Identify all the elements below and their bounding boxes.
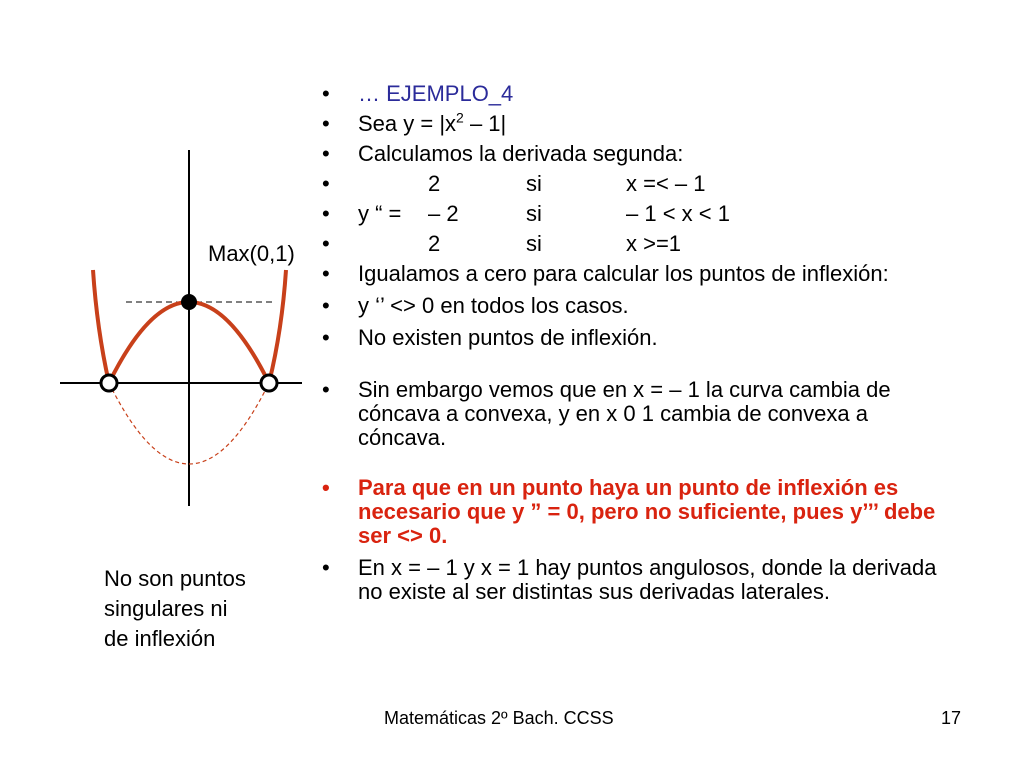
piecewise-row (322, 172, 962, 196)
function-definition-text: Sea y = |x (358, 111, 457, 136)
second-derivative-intro (322, 142, 962, 166)
bullet-text: Sin embargo vemos que en x = – 1 la curva cambia de cóncava a convexa, y en x 0 1 cambia de convexa a cóncava. (358, 377, 891, 450)
max-point-label: Max(0,1) (208, 241, 295, 266)
row-si: si (526, 201, 542, 226)
bullet-item-highlight (322, 476, 962, 548)
side-note-line: No son puntos (104, 566, 246, 591)
bullet-item (322, 378, 962, 450)
piecewise-row (322, 232, 962, 256)
footer-text: Matemáticas 2º Bach. CCSS (384, 708, 614, 728)
row-condition: – 1 < x < 1 (626, 201, 730, 226)
side-note-line: singulares ni (104, 596, 228, 621)
side-note (104, 564, 304, 654)
exponent: 2 (456, 109, 464, 126)
bullet-item (322, 262, 962, 286)
right-branch-curve (269, 270, 286, 383)
row-value: • 2 (428, 231, 441, 256)
bullet-list (322, 82, 962, 604)
row-lhs (358, 232, 428, 256)
row-condition: x >=1 (626, 231, 682, 256)
row-value: • 2 (428, 171, 441, 196)
bullet-text: Calculamos la derivada segunda: (358, 141, 684, 166)
bullet-text: Para que en un punto haya un punto de inflexión es necesario que y ” = 0, pero no suficiente, pues y’’’ debe ser <> 0. (358, 475, 936, 548)
piecewise-row (322, 202, 962, 226)
side-note-line: de inflexión (104, 626, 216, 651)
bullet-text: Igualamos a cero para calcular los puntos de inflexión: (358, 261, 889, 286)
example-title-text: … EJEMPLO_4 (358, 81, 514, 106)
bullet-text: y ‘’ <> 0 en todos los casos. (358, 293, 629, 318)
max-point (181, 294, 197, 310)
left-corner-point (101, 375, 117, 391)
function-definition (322, 109, 962, 136)
bullet-item (322, 326, 962, 350)
row-si: si (526, 171, 542, 196)
example-title (322, 82, 962, 106)
row-si: si (526, 231, 542, 256)
page-number: 17 (941, 708, 962, 728)
row-lhs: • y “ = (358, 201, 402, 226)
bullet-item (322, 556, 962, 604)
left-branch-curve (93, 270, 109, 383)
row-value: – 2 (428, 201, 459, 226)
function-definition-tail: – 1| (463, 111, 507, 136)
bullet-text: En x = – 1 y x = 1 hay puntos angulosos, donde la derivada no existe al ser distintas sus derivadas laterales. (358, 555, 937, 604)
right-corner-point (261, 375, 277, 391)
bullet-text: No existen puntos de inflexión. (358, 325, 658, 350)
row-lhs (358, 172, 428, 196)
row-condition: x =< – 1 (626, 171, 706, 196)
bullet-item (322, 294, 962, 318)
